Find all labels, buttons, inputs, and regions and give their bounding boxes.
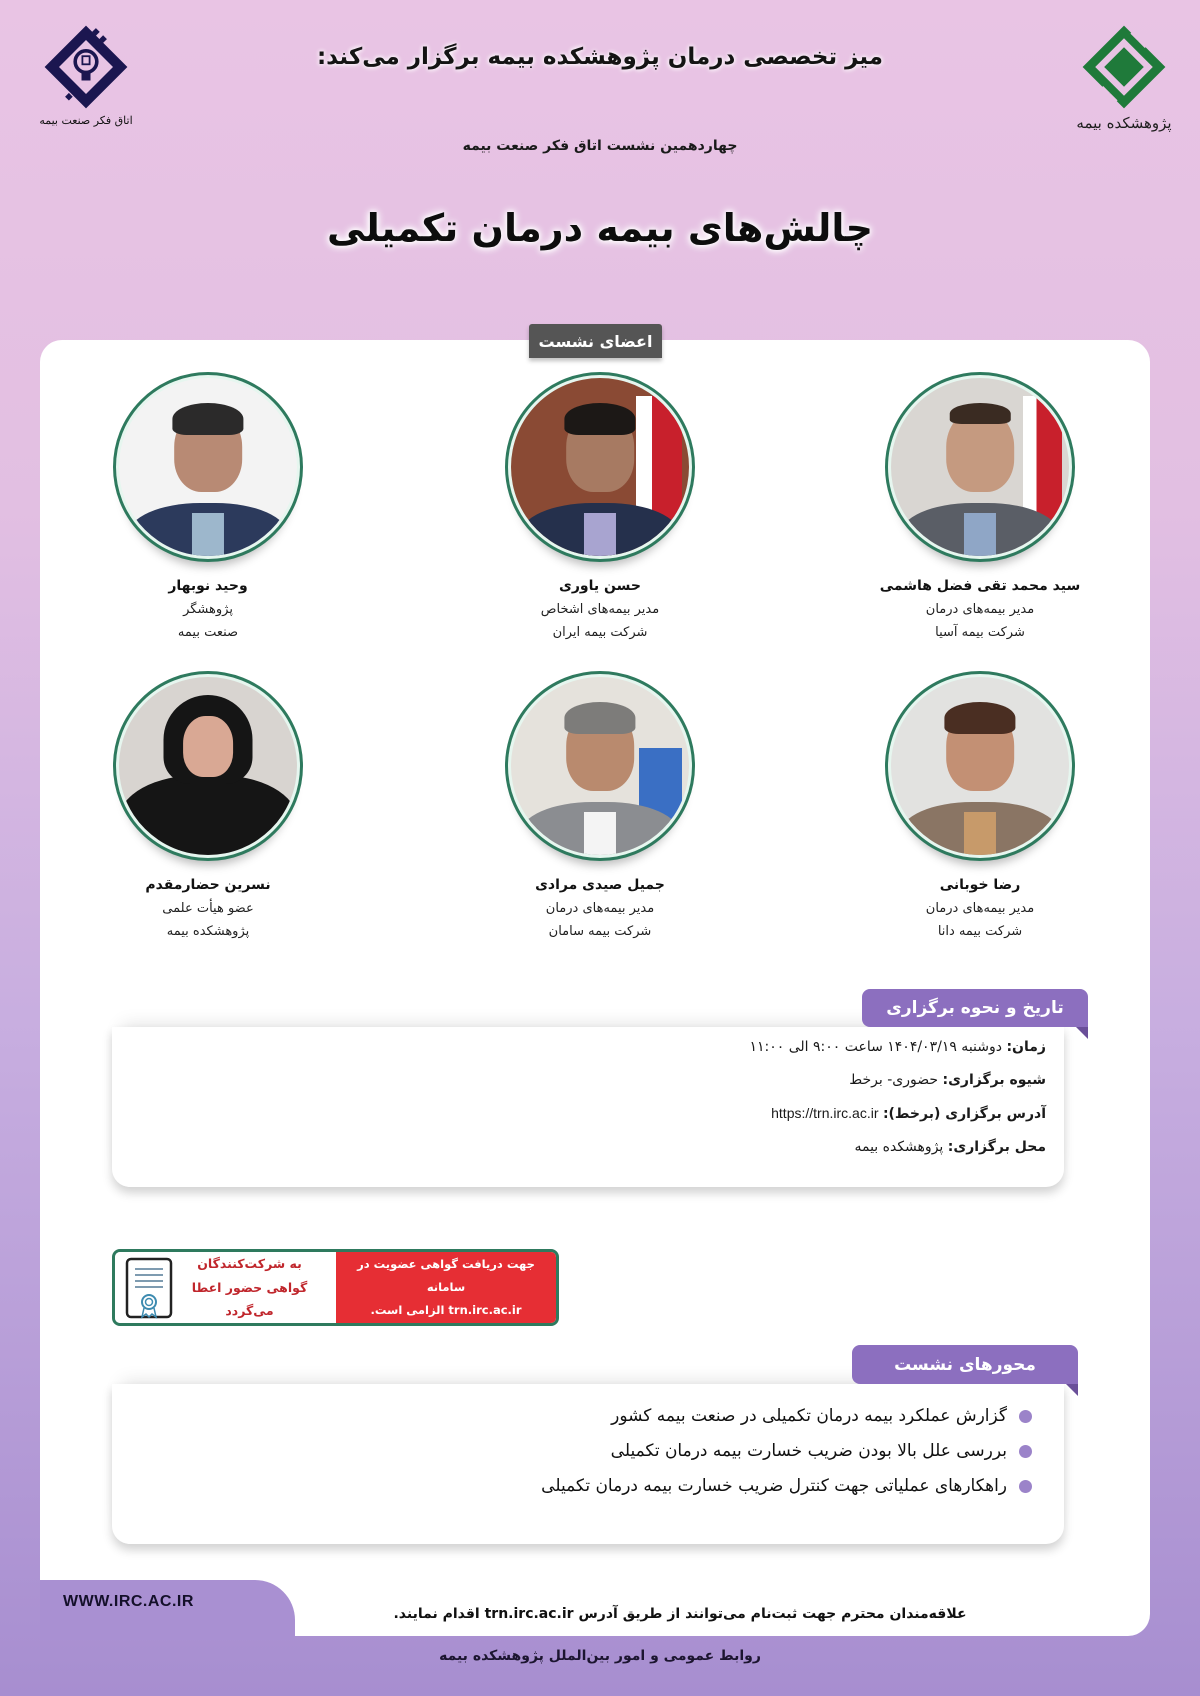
certificate-award-line1: به شرکت‌کنندگان bbox=[197, 1255, 302, 1271]
certificate-requirement bbox=[336, 1252, 556, 1323]
member-photo bbox=[505, 671, 695, 861]
member-org: شرکت بیمه دانا bbox=[937, 924, 1023, 939]
schedule-row-venue bbox=[130, 1139, 1046, 1155]
schedule-label: شیوه برگزاری: bbox=[942, 1072, 1046, 1088]
schedule-row-online-address bbox=[130, 1105, 1046, 1122]
schedule-row-mode bbox=[130, 1072, 1046, 1088]
member-photo bbox=[885, 671, 1075, 861]
schedule-row-time bbox=[130, 1039, 1046, 1055]
certificate-award-text bbox=[173, 1252, 326, 1323]
member-role: مدیر بیمه‌های درمان bbox=[925, 602, 1035, 617]
topic-text: گزارش عملکرد بیمه درمان تکمیلی در صنعت بیمه کشور bbox=[611, 1406, 1007, 1426]
schedule-label: محل برگزاری: bbox=[947, 1139, 1046, 1155]
page-title: چالش‌های بیمه درمان تکمیلی bbox=[327, 206, 873, 250]
schedule-value: حضوری- برخط bbox=[849, 1072, 939, 1088]
topics-section-tab: محورهای نشست bbox=[852, 1345, 1078, 1384]
member-name: حسن یاوری bbox=[559, 578, 641, 594]
topic-item bbox=[130, 1441, 1032, 1461]
member-card bbox=[58, 372, 358, 640]
session-line: چهاردهمین نشست اتاق فکر صنعت بیمه bbox=[462, 138, 738, 154]
member-photo bbox=[113, 372, 303, 562]
schedule-label: زمان: bbox=[1006, 1039, 1046, 1055]
certificate-icon bbox=[125, 1257, 173, 1319]
schedule-label: آدرس برگزاری (برخط): bbox=[882, 1106, 1046, 1122]
website-link[interactable]: WWW.IRC.AC.IR bbox=[63, 1593, 194, 1610]
schedule-value: دوشنبه ۱۴۰۴/۰۳/۱۹ ساعت ۹:۰۰ الی ۱۱:۰۰ bbox=[749, 1039, 1002, 1055]
member-card bbox=[830, 671, 1130, 939]
member-photo bbox=[113, 671, 303, 861]
certificate-award bbox=[115, 1252, 336, 1323]
think-tank-caption: اتاق فکر صنعت بیمه bbox=[39, 114, 133, 127]
bullet-icon bbox=[1019, 1480, 1032, 1493]
research-institute-caption: پژوهشکده بیمه bbox=[1076, 114, 1172, 132]
research-institute-logo bbox=[1074, 22, 1174, 132]
member-card bbox=[58, 671, 358, 939]
topic-text: بررسی علل بالا بودن ضریب خسارت بیمه درمان تکمیلی bbox=[610, 1441, 1007, 1461]
footer-credit: روابط عمومی و امور بین‌الملل پژوهشکده بیمه bbox=[439, 1648, 761, 1664]
member-name: جمیل صیدی مرادی bbox=[535, 877, 665, 893]
member-name: سید محمد تقی فضل هاشمی bbox=[879, 578, 1081, 594]
certificate-banner bbox=[112, 1249, 559, 1326]
members-section-tab: اعضای نشست bbox=[529, 324, 662, 358]
organizer-line: میز تخصصی درمان پژوهشکده بیمه برگزار می‌کند: bbox=[316, 44, 884, 70]
member-photo bbox=[885, 372, 1075, 562]
certificate-requirement-line2: trn.irc.ac.ir الزامی است. bbox=[370, 1303, 522, 1317]
bullet-icon bbox=[1019, 1445, 1032, 1458]
certificate-award-line2: گواهی حضور اعطا می‌گردد bbox=[191, 1279, 308, 1319]
schedule-box bbox=[112, 1027, 1064, 1187]
topics-box bbox=[112, 1384, 1064, 1544]
member-org: شرکت بیمه سامان bbox=[548, 924, 652, 939]
member-name: وحید نوبهار bbox=[168, 578, 248, 594]
member-org: صنعت بیمه bbox=[177, 625, 239, 640]
member-name: نسرین حضارمقدم bbox=[145, 877, 271, 893]
topic-item bbox=[130, 1406, 1032, 1426]
member-org: شرکت بیمه ایران bbox=[552, 625, 648, 640]
member-role: پژوهشگر bbox=[183, 602, 233, 617]
member-org: پژوهشکده بیمه bbox=[166, 924, 250, 939]
member-org: شرکت بیمه آسیا bbox=[935, 625, 1025, 640]
think-tank-logo bbox=[36, 22, 136, 127]
member-card bbox=[450, 671, 750, 939]
certificate-requirement-line1: جهت دریافت گواهی عضویت در سامانه bbox=[357, 1257, 535, 1294]
bullet-icon bbox=[1019, 1410, 1032, 1423]
member-role: مدیر بیمه‌های درمان bbox=[545, 901, 655, 916]
member-card bbox=[830, 372, 1130, 640]
member-role: مدیر بیمه‌های اشخاص bbox=[540, 602, 660, 617]
schedule-value: پژوهشکده بیمه bbox=[854, 1139, 944, 1155]
topic-text: راهکارهای عملیاتی جهت کنترل ضریب خسارت بیمه درمان تکمیلی bbox=[541, 1476, 1007, 1496]
schedule-section-tab: تاریخ و نحوه برگزاری bbox=[862, 989, 1088, 1027]
member-name: رضا خوبانی bbox=[939, 877, 1021, 893]
member-photo bbox=[505, 372, 695, 562]
member-role: عضو هیأت علمی bbox=[162, 901, 254, 916]
member-role: مدیر بیمه‌های درمان bbox=[925, 901, 1035, 916]
member-card bbox=[450, 372, 750, 640]
online-address-link[interactable]: https://trn.irc.ac.ir bbox=[771, 1105, 879, 1121]
topic-item bbox=[130, 1476, 1032, 1496]
registration-note: علاقه‌مندان محترم جهت ثبت‌نام می‌توانند از طریق آدرس trn.irc.ac.ir اقدام نمایند. bbox=[393, 1606, 967, 1622]
